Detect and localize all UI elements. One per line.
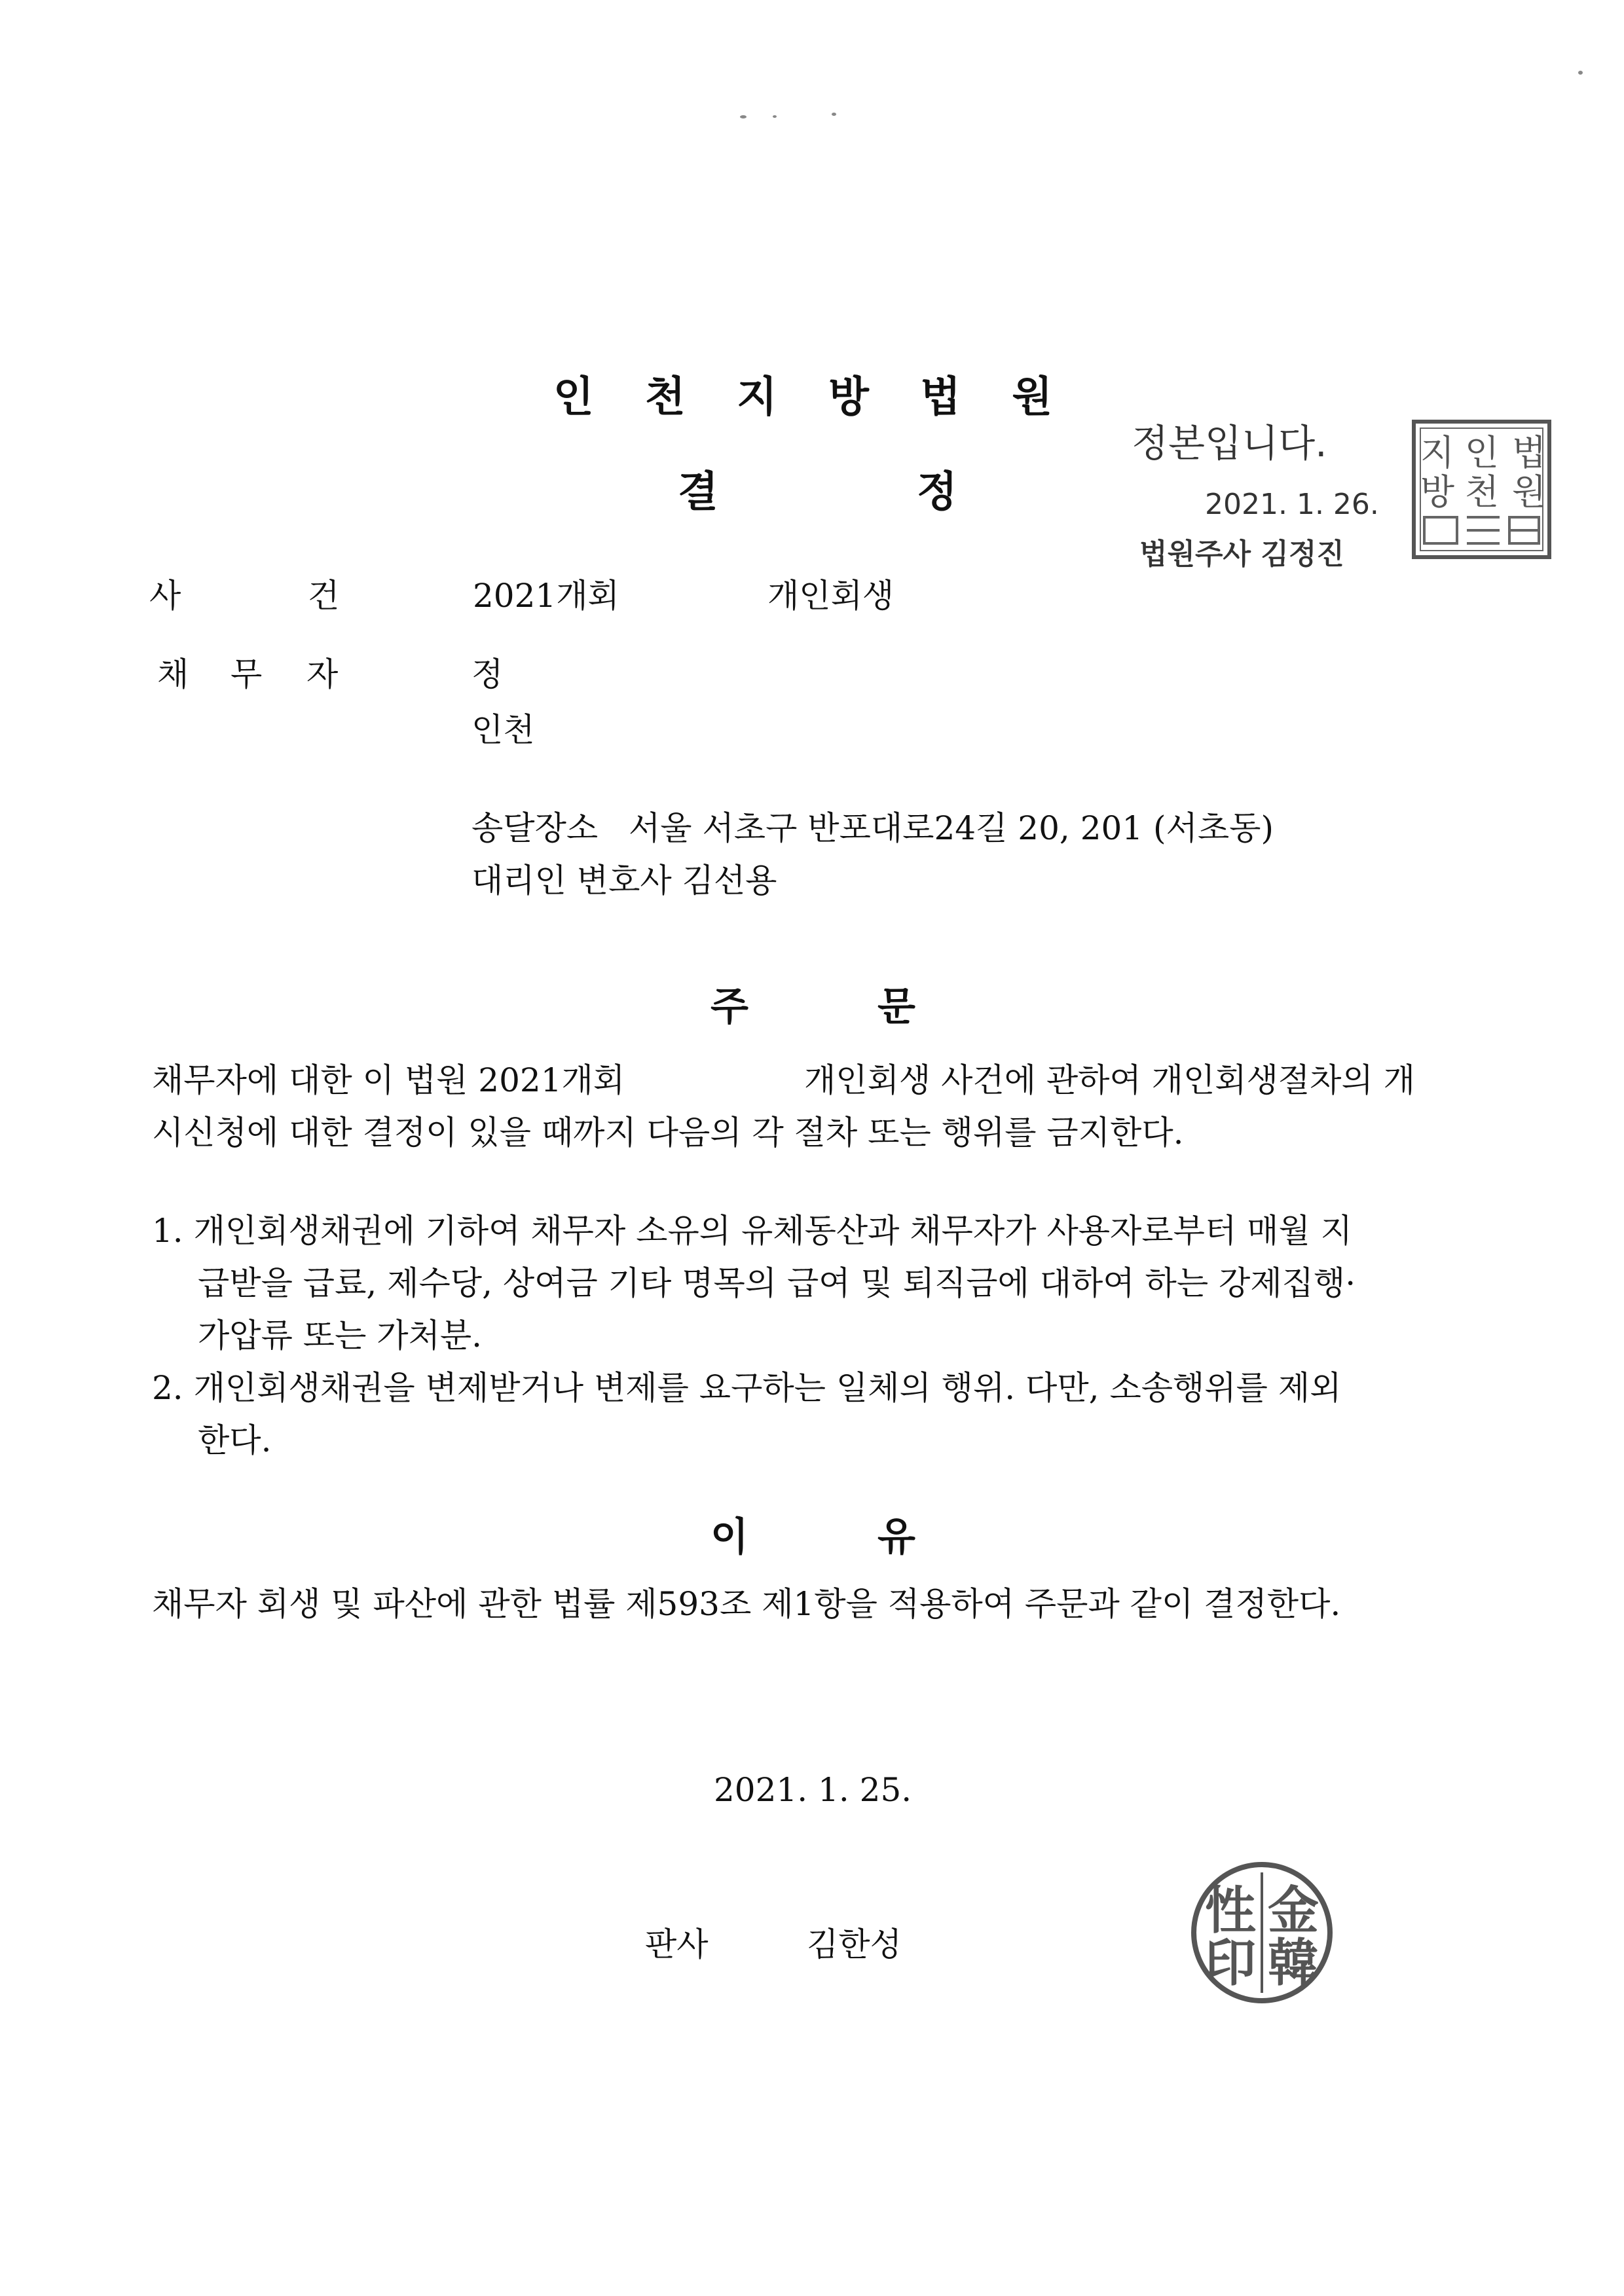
svg-text:性: 性 (1204, 1881, 1257, 1941)
agent: 대리인 변호사 김선용 (471, 862, 777, 900)
scan-speck (740, 115, 747, 118)
svg-text:인: 인 (1464, 432, 1500, 473)
case-label-char: 사 (149, 577, 181, 615)
order-heading-left: 주 (710, 984, 748, 1030)
order-item1-line1: 1. 개인회생채권에 기하여 채무자 소유의 유체동산과 채무자가 사용자로부터 매월 지 (152, 1212, 1352, 1250)
debtor-label-char: 자 (306, 655, 339, 693)
order-item1-line2: 급받을 급료, 제수당, 상여금 기타 명목의 급여 및 퇴직금에 대하여 하는 강제집행· (198, 1264, 1356, 1302)
order-intro-line1-part1: 채무자에 대한 이 법원 2021개회 (152, 1061, 625, 1099)
scan-speck (832, 113, 836, 116)
certification-text: 정본입니다. (1132, 421, 1327, 465)
doc-title-left: 결 (678, 468, 718, 517)
court-name: 인 천 지 방 법 원 (553, 373, 1071, 422)
debtor-name: 정 (471, 655, 504, 693)
svg-text:법: 법 (1511, 432, 1547, 473)
order-item2-line2: 한다. (198, 1421, 272, 1459)
order-heading-right: 문 (877, 984, 915, 1030)
court-seal (1411, 419, 1552, 560)
svg-text:방: 방 (1420, 471, 1455, 513)
debtor-label-char: 무 (231, 655, 263, 693)
order-intro-line1-part2: 개인회생 사건에 관하여 개인회생절차의 개 (804, 1061, 1415, 1099)
scan-speck (773, 115, 777, 118)
order-intro-line2: 시신청에 대한 결정이 있을 때까지 다음의 각 절차 또는 행위를 금지한다. (152, 1114, 1184, 1152)
svg-text:천: 천 (1464, 471, 1500, 513)
delivery-label: 송달장소 (471, 809, 599, 847)
judge-seal (1189, 1859, 1336, 2007)
case-label-char: 건 (308, 577, 340, 615)
order-item2-line1: 2. 개인회생채권을 변제받거나 변제를 요구하는 일체의 행위. 다만, 소송행위를 제외 (152, 1369, 1342, 1407)
debtor-address: 인천 (471, 711, 535, 749)
delivery-address: 서울 서초구 반포대로24길 20, 201 (서초동) (629, 809, 1274, 847)
reason-text: 채무자 회생 및 파산에 관한 법률 제593조 제1항을 적용하여 주문과 같이 결정한다. (152, 1585, 1341, 1623)
svg-text:印: 印 (1204, 1933, 1257, 1993)
certification-date: 2021. 1. 26. (1205, 488, 1379, 521)
svg-text:韓: 韓 (1267, 1933, 1320, 1993)
judge-name: 김한성 (807, 1925, 902, 1963)
reason-heading-right: 유 (877, 1514, 915, 1560)
reason-heading-left: 이 (710, 1514, 748, 1560)
judge-title: 판사 (645, 1925, 709, 1963)
svg-text:지: 지 (1420, 432, 1455, 473)
certification-clerk: 법원주사 김정진 (1139, 538, 1344, 571)
doc-title-right: 정 (917, 468, 957, 517)
case-number: 2021개회 (473, 577, 619, 615)
debtor-label-char: 채 (157, 655, 189, 693)
decision-date: 2021. 1. 25. (714, 1771, 912, 1809)
scan-speck (1578, 71, 1583, 75)
case-type: 개인회생 (767, 577, 895, 615)
order-item1-line3: 가압류 또는 가처분. (198, 1317, 483, 1355)
svg-text:金: 金 (1267, 1881, 1320, 1941)
svg-text:원: 원 (1511, 471, 1547, 513)
